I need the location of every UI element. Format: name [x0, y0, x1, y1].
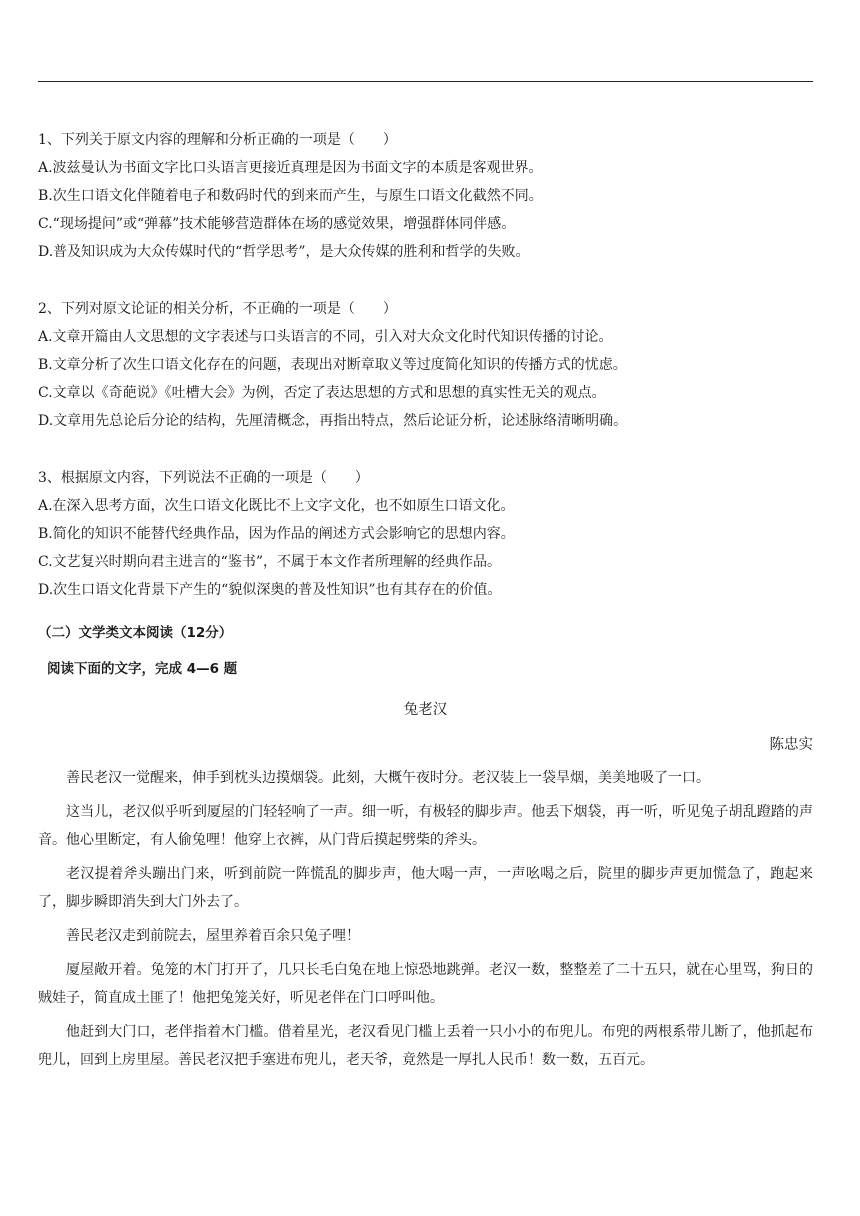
header-rule: [38, 81, 813, 82]
option-a: A.在深入思考方面，次生口语文化既比不上文字文化，也不如原生口语文化。: [38, 498, 515, 514]
question-2: [38, 295, 813, 435]
option-d: D.文章用先总论后分论的结构，先厘清概念，再指出特点，然后论证分析，论述脉络清晰明确。: [38, 413, 628, 429]
option-b: B.简化的知识不能替代经典作品，因为作品的阐述方式会影响它的思想内容。: [38, 526, 515, 542]
question-stem: 1、下列关于原文内容的理解和分析正确的一项是（ ）: [38, 132, 397, 148]
option-b: B.文章分析了次生口语文化存在的问题，表现出对断章取义等过度简化知识的传播方式的忧虑。: [38, 357, 627, 373]
question-stem: 3、根据原文内容，下列说法不正确的一项是（ ）: [38, 470, 369, 486]
reading-instruction: 阅读下面的文字，完成 4—6 题: [47, 661, 238, 677]
question-stem: 2、下列对原文论证的相关分析，不正确的一项是（ ）: [38, 301, 397, 317]
option-c: C.文艺复兴时期向君主进言的“鉴书”，不属于本文作者所理解的经典作品。: [38, 554, 501, 570]
question-3: [38, 464, 813, 604]
passage-paragraph: 这当儿，老汉似乎听到厦屋的门轻轻响了一声。细一听，有极轻的脚步声。他丢下烟袋，再一听，听见兔子胡乱蹬踏的声音。他心里断定，有人偷兔哩！他穿上衣裤，从门背后摸起劈柴的斧头。: [38, 804, 813, 848]
passage-paragraph: 他赶到大门口，老伴指着木门槛。借着星光，老汉看见门槛上丢着一只小小的布兜儿。布兜的两根系带儿断了，他抓起布兜儿，回到上房里屋。善民老汉把手塞进布兜儿，老天爷，竟然是一厚扎人民币！数一数，五百元。: [38, 1024, 813, 1068]
option-a: A.文章开篇由人文思想的文字表述与口头语言的不同，引入对大众文化时代知识传播的讨论。: [38, 329, 613, 345]
passage-paragraph: 善民老汉一觉醒来，伸手到枕头边摸烟袋。此刻，大概午夜时分。老汉装上一袋旱烟，美美地吸了一口。: [66, 770, 710, 786]
question-1: [38, 126, 813, 266]
passage-paragraph: 善民老汉走到前院去，屋里养着百余只兔子哩！: [66, 928, 360, 944]
option-a: A.波兹曼认为书面文字比口头语言更接近真理是因为书面文字的本质是客观世界。: [38, 160, 543, 176]
option-c: C.“现场提问”或“弹幕”技术能够营造群体在场的感觉效果，增强群体同伴感。: [38, 216, 516, 232]
option-c: C.文章以《奇葩说》《吐槽大会》为例，否定了表达思想的方式和思想的真实性无关的观点。: [38, 385, 606, 401]
passage-paragraph: 厦屋敞开着。兔笼的木门打开了，几只长毛白兔在地上惊恐地跳弹。老汉一数，整整差了二十五只，就在心里骂，狗日的贼娃子，简直成土匪了！他把兔笼关好，听见老伴在门口呼叫他。: [38, 962, 813, 1006]
option-d: D.次生口语文化背景下产生的“貌似深奥的普及性知识”也有其存在的价值。: [38, 582, 502, 598]
passage-paragraph: 老汉提着斧头蹦出门来，听到前院一阵慌乱的脚步声，他大喝一声，一声吆喝之后，院里的脚步声更加慌急了，跑起来了，脚步瞬即消失到大门外去了。: [38, 866, 813, 910]
passage-title: 兔老汉: [403, 702, 448, 718]
option-d: D.普及知识成为大众传媒时代的“哲学思考”，是大众传媒的胜利和哲学的失败。: [38, 244, 530, 260]
option-b: B.次生口语文化伴随着电子和数码时代的到来而产生，与原生口语文化截然不同。: [38, 188, 543, 204]
passage-author: 陈忠实: [769, 737, 813, 753]
document-body: [38, 126, 813, 1074]
section-heading: （二）文学类文本阅读（12分）: [38, 625, 233, 641]
